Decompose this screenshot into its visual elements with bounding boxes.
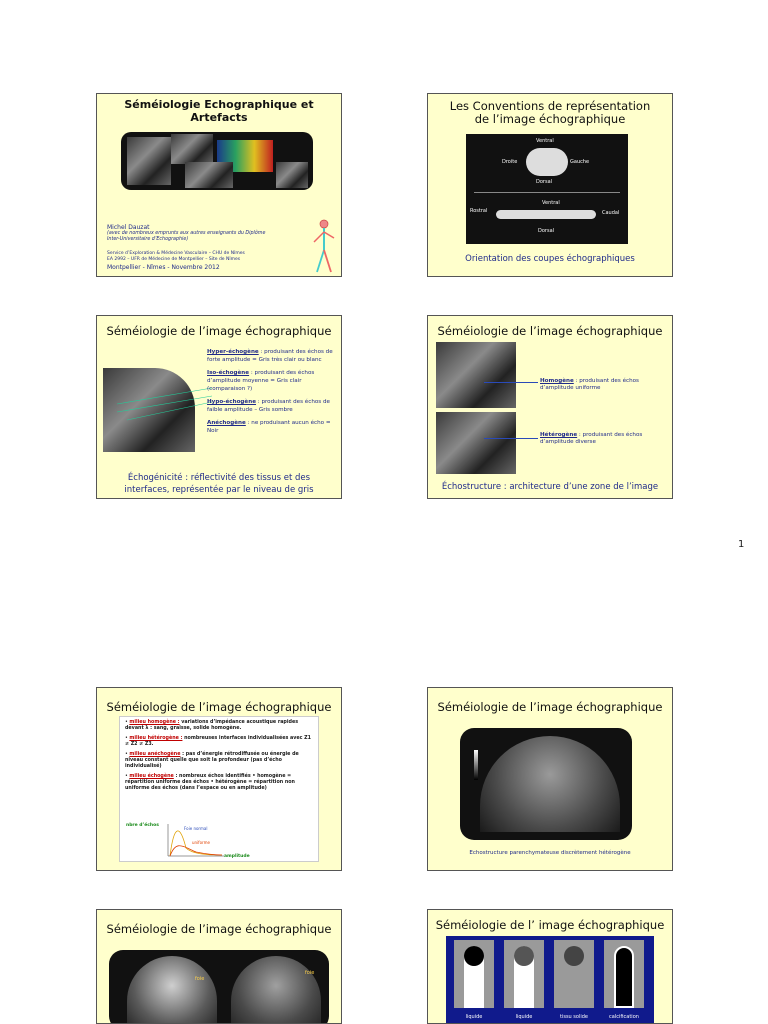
phantom-liquid-1 xyxy=(454,940,494,1008)
slide8-title: Séméiologie de l’ image échographique xyxy=(435,918,665,932)
desc: : produisant des échos d’amplitude diverse xyxy=(540,432,643,445)
echo-term: Anéchogène xyxy=(207,420,246,426)
ultrasound-image-homogeneous xyxy=(436,342,516,408)
label-rostral: Rostral xyxy=(470,208,488,214)
slide-media-types xyxy=(96,687,342,871)
echogenicity-list xyxy=(207,348,337,435)
slide-title xyxy=(96,93,342,277)
slide-phantom xyxy=(427,909,673,1024)
ultrasound-image-heterogeneous xyxy=(436,412,516,474)
ultrasound-image xyxy=(127,137,171,185)
slide6-title: Séméiologie de l’image échographique xyxy=(437,700,663,714)
ultrasound-image-left xyxy=(127,956,217,1024)
slide3-caption xyxy=(97,472,341,496)
echo-item xyxy=(207,419,337,435)
slide-parenchyma xyxy=(427,687,673,871)
label-tissu-solide: tissu solide xyxy=(559,1014,588,1020)
slide-echogenicity xyxy=(96,315,342,499)
gray-scale-bar xyxy=(474,750,478,780)
label-ventral-sagittal: Ventral xyxy=(542,200,560,206)
slide-liver-comparison xyxy=(96,909,342,1024)
echo-term: Hypo-échogène xyxy=(207,399,257,405)
slide2-caption: Orientation des coupes échographiques xyxy=(465,254,635,264)
slide1-image-collage xyxy=(121,132,313,190)
pointer-line xyxy=(484,438,538,439)
label-gauche: Gauche xyxy=(570,159,590,165)
phantom-target xyxy=(514,946,534,966)
echo-desc: : ne produisant aucun écho = Noir xyxy=(207,420,331,434)
affiliation-line: Service d’Exploration & Médecine Vasculaire – CHU de Nîmes xyxy=(107,251,245,256)
slide4-title: Séméiologie de l’image échographique xyxy=(437,324,663,338)
label-liquide: liquide xyxy=(515,1014,533,1020)
echo-desc: : produisant des échos d’amplitude moyenne = Gris clair (comparaison ?) xyxy=(207,370,315,392)
phantom-liquid-2 xyxy=(504,940,544,1008)
phantom-panel xyxy=(446,936,654,1024)
label-foie-right: foie xyxy=(305,970,315,976)
echo-term: Iso-échogène xyxy=(207,370,250,376)
ultrasound-image xyxy=(185,162,233,188)
slide3-title: Séméiologie de l’image échographique xyxy=(106,324,332,338)
phantom-solid xyxy=(554,940,594,1008)
divider xyxy=(474,192,620,193)
bullet-desc: : pas d’énergie rétrodiffusée ou énergie de niveau constant quelle que soit la profondeur (pas d’écho individualisé) xyxy=(125,752,299,769)
label-foie-left: foie xyxy=(195,976,205,982)
ultrasound-image-right xyxy=(231,956,321,1024)
slide7-title: Séméiologie de l’image échographique xyxy=(106,922,332,936)
caption-line: Échogénicité : réflectivité des tissus et des xyxy=(127,473,311,483)
desc: : produisant des échos d’amplitude uniforme xyxy=(540,378,639,391)
series-label: uniforme xyxy=(192,840,210,845)
slide1-title xyxy=(97,98,341,124)
slide1-title-line2: Artefacts xyxy=(190,111,248,124)
annotation-lines xyxy=(117,376,217,456)
bullet-desc: : nombreux échos identifiés • homogène = répartition uniforme des échos • hétérogène = répartition non uniforme des échos (dans l’espace ou en amplitude) xyxy=(125,774,295,791)
label-dorsal-sagittal: Dorsal xyxy=(538,228,555,234)
bullet-term: milieu anéchogène xyxy=(129,752,181,757)
liver-ultrasound-pair xyxy=(109,950,329,1024)
echo-desc: : produisant des échos de faible amplitude – Gris sombre xyxy=(207,399,330,413)
slide-echostructure xyxy=(427,315,673,499)
axial-section-shape xyxy=(526,148,568,176)
echo-desc: : produisant des échos de forte amplitude = Gris très clair ou blanc xyxy=(207,349,333,363)
slide4-caption: Échostructure : architecture d’une zone de l’image xyxy=(441,482,659,492)
label-droite: Droite xyxy=(502,159,518,165)
caption-line: interfaces, représentée par le niveau de gris xyxy=(124,485,314,495)
ultrasound-image xyxy=(171,134,213,164)
label-liquide: liquide xyxy=(465,1014,483,1020)
slide1-author-note xyxy=(107,231,265,243)
slide-conventions xyxy=(427,93,673,277)
label-dorsal: Dorsal xyxy=(536,179,553,185)
slide1-author: Michel Dauzat xyxy=(107,224,150,231)
term: Homogène xyxy=(540,378,574,384)
skeleton-figure-icon xyxy=(311,218,337,274)
phantom-target xyxy=(464,946,484,966)
heterogeneous-text xyxy=(540,432,668,446)
bullet-desc: variations d’impédance acoustique rapides devant λ : sang, graisse, solide homogène. xyxy=(125,720,299,731)
phantom-shadow xyxy=(614,946,634,1008)
amplitude-distribution-chart xyxy=(126,820,254,860)
slide1-affiliation xyxy=(107,251,245,262)
bullet-item: • milieu homogène : variations d’impédance acoustique rapides devant λ : sang, graisse, solide homogène. xyxy=(125,720,299,731)
bullet-item: • milieu anéchogène : pas d’énergie rétrodiffusée ou énergie de niveau constant quelle que soit la profondeur (pas d’écho individualisé) xyxy=(125,752,299,769)
liver-ultrasound-image xyxy=(480,736,620,832)
term: Hétérogène xyxy=(540,432,578,438)
echo-item xyxy=(207,398,337,414)
bullet-item: • milieu hétérogène : nombreuses interfaces individualisées avec Z1 ≠ Z2 ≠ Z3. xyxy=(125,736,311,747)
series-label: Foie normal xyxy=(184,826,208,831)
bullet-term: milieu échogène xyxy=(129,774,174,779)
pointer-line xyxy=(484,382,538,383)
affiliation-line: EA 2992 – UFR de Médecine de Montpellier – Site de Nîmes xyxy=(107,256,241,262)
homogeneous-text xyxy=(540,378,668,392)
page-number: 1 xyxy=(738,539,745,550)
slide2-title-line1: Les Conventions de représentation xyxy=(449,99,651,113)
orientation-diagram xyxy=(466,134,628,244)
body-silhouette xyxy=(496,210,596,219)
bullet-list xyxy=(119,716,319,862)
curve-uniform xyxy=(170,846,222,856)
bullet-desc: nombreuses interfaces individualisées avec Z1 ≠ Z2 ≠ Z3. xyxy=(125,736,311,747)
slide2-title-line2: de l’image échographique xyxy=(474,112,626,126)
liver-ultrasound-frame xyxy=(460,728,632,840)
echo-term: Hyper-échogène xyxy=(207,349,259,355)
echo-item xyxy=(207,369,337,393)
label-calcification: calcification xyxy=(609,1014,639,1020)
slide1-title-line1: Séméiologie Echographique et xyxy=(124,98,314,111)
chart-ylabel: nbre d’échos xyxy=(126,823,159,828)
slide2-title xyxy=(428,100,672,126)
slide6-caption: Echostructure parenchymateuse discrètement hétérogène xyxy=(469,850,631,856)
echo-item xyxy=(207,348,337,364)
phantom-calcification xyxy=(604,940,644,1008)
author-note-line: Inter-Universitaire d’Echographie) xyxy=(107,237,189,242)
bullet-item: • milieu échogène : nombreux échos identifiés • homogène = répartition uniforme des échos • hétérogène = répartition non uniforme des échos (dans l’espace ou en amplitude) xyxy=(125,774,295,791)
label-ventral: Ventral xyxy=(536,138,554,144)
label-caudal: Caudal xyxy=(602,210,620,216)
ultrasound-image xyxy=(276,162,308,188)
bullet-term: milieu hétérogène : xyxy=(129,736,183,741)
author-note-line: (avec de nombreux emprunts aux autres enseignants du Diplôme xyxy=(107,231,266,236)
slide5-title: Séméiologie de l’image échographique xyxy=(106,700,332,714)
slide1-place-date: Montpellier - Nîmes - Novembre 2012 xyxy=(107,264,220,271)
chart-xlabel: amplitude xyxy=(224,854,250,859)
phantom-target xyxy=(564,946,584,966)
bullet-term: milieu homogène : xyxy=(129,720,180,725)
